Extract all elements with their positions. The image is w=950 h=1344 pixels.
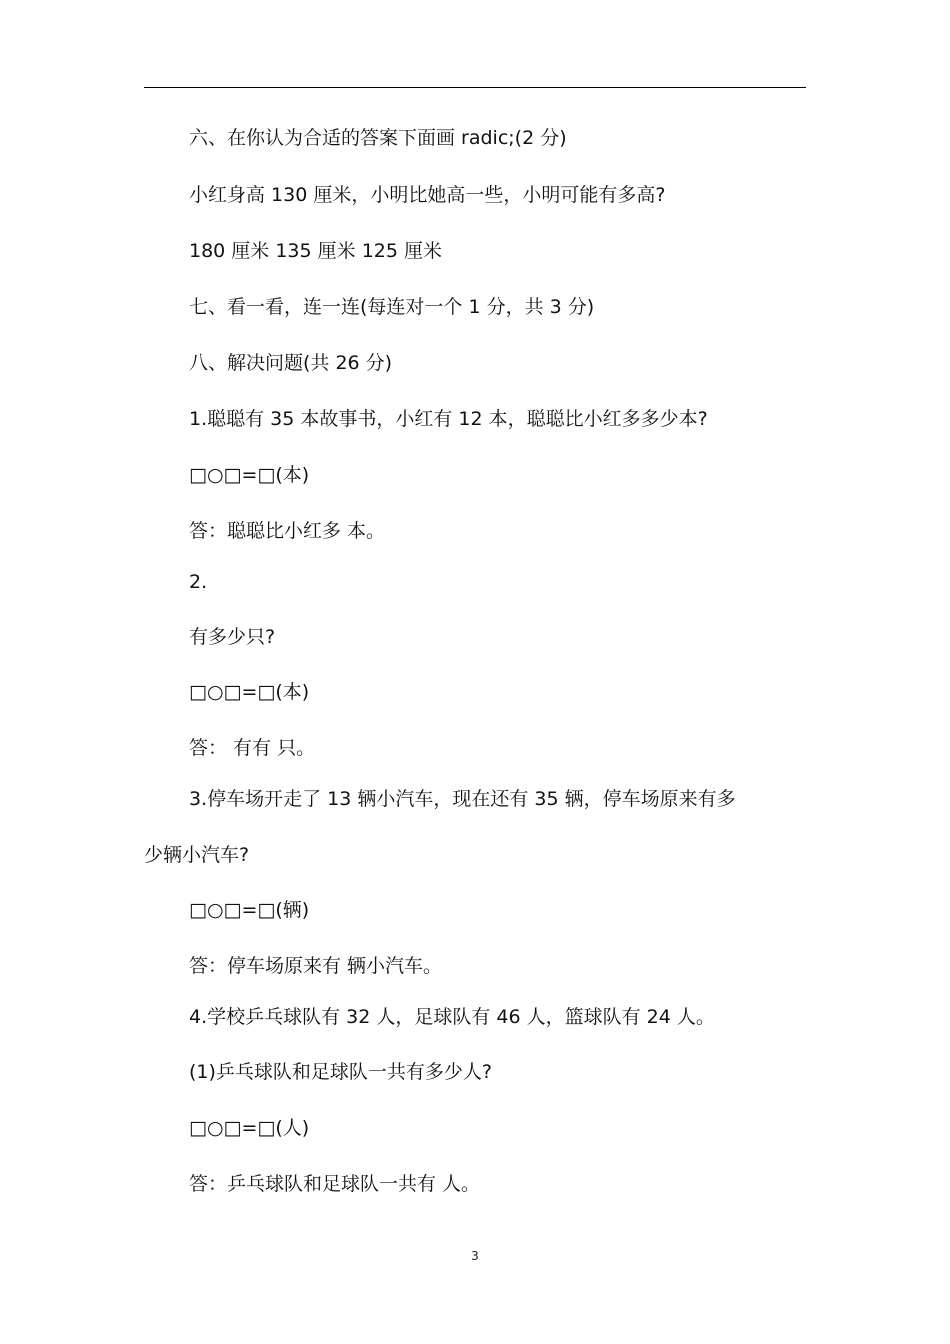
problem-3-line-2: 少辆小汽车? — [144, 844, 250, 866]
problem-1: 1.聪聪有 35 本故事书，小红有 12 本，聪聪比小红多多少本? — [189, 408, 708, 430]
equation-blank-2: □○□=□(本) — [189, 681, 310, 703]
section-7-heading: 七、看一看，连一连(每连对一个 1 分，共 3 分) — [189, 296, 595, 318]
equation-blank-1: □○□=□(本) — [189, 464, 310, 486]
equation-blank-4: □○□=□(人) — [189, 1117, 310, 1139]
answer-1: 答：聪聪比小红多 本。 — [189, 520, 386, 542]
section-6-heading: 六、在你认为合适的答案下面画 radic;(2 分) — [189, 127, 567, 149]
problem-2-question: 有多少只? — [189, 626, 276, 648]
problem-3-line-1: 3.停车场开走了 13 辆小汽车，现在还有 35 辆，停车场原来有多 — [189, 788, 736, 810]
problem-2-number: 2. — [189, 571, 208, 593]
answer-2: 答： 有有 只。 — [189, 737, 316, 759]
answer-3: 答：停车场原来有 辆小汽车。 — [189, 955, 443, 977]
page-number: 3 — [471, 1249, 479, 1263]
header-rule — [144, 87, 806, 88]
answer-4: 答：乒乓球队和足球队一共有 人。 — [189, 1173, 481, 1195]
equation-blank-3: □○□=□(辆) — [189, 899, 310, 921]
answer-choices: 180 厘米 135 厘米 125 厘米 — [189, 240, 442, 262]
problem-4: 4.学校乒乓球队有 32 人，足球队有 46 人，篮球队有 24 人。 — [189, 1006, 715, 1028]
section-8-heading: 八、解决问题(共 26 分) — [189, 352, 393, 374]
problem-4-part-1: (1)乒乓球队和足球队一共有多少人? — [189, 1061, 492, 1083]
question-height: 小红身高 130 厘米，小明比她高一些，小明可能有多高? — [189, 184, 666, 206]
